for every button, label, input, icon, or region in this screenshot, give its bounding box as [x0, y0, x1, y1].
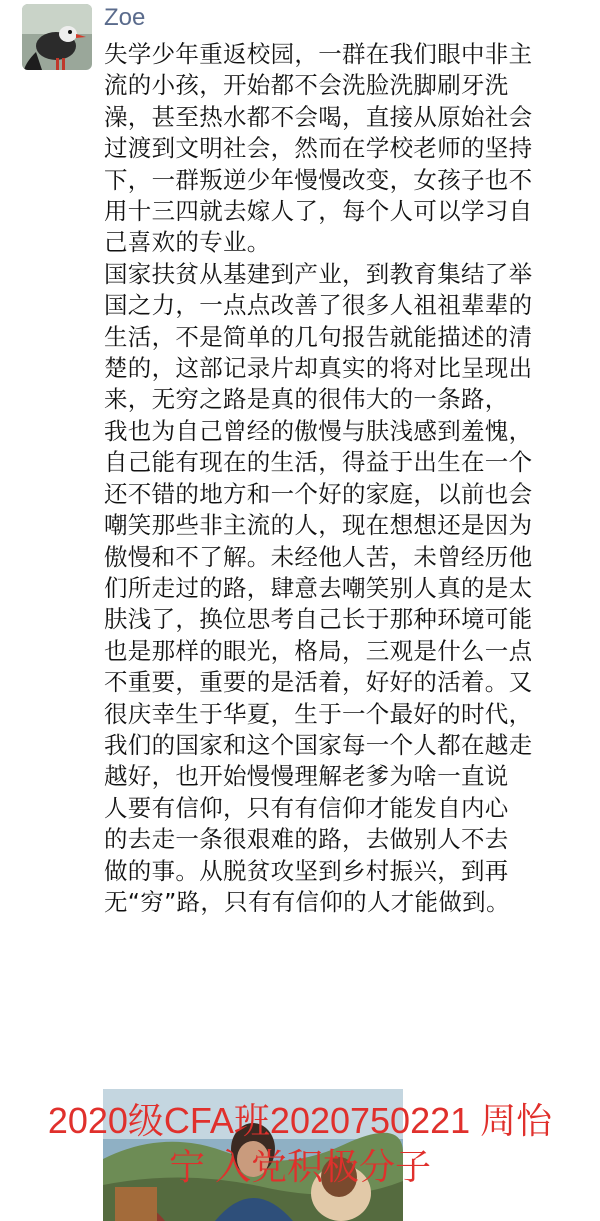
post-paragraph-1: 失学少年重返校园，一群在我们眼中非主 流的小孩，开始都不会洗脸洗脚刷牙洗 澡，甚至热水都不会喝，直接从原始社会 过渡到文明社会，然而在学校老师的坚持 下，一群叛逆少年慢慢改变，女孩子也不 用十三四就去嫁人了，每个人可以学习自 己喜欢的专业。	[104, 40, 533, 257]
username[interactable]: Zoe	[104, 4, 146, 31]
avatar[interactable]	[22, 4, 92, 70]
post-text	[104, 39, 566, 918]
post-paragraph-2: 国家扶贫从基建到产业，到教育集结了举 国之力，一点点改善了很多人祖祖辈辈的 生活，不是简单的几句报告就能描述的清 楚的，这部记录片却真实的将对比呈现出 来，无穷之路是真的很伟大的一条路，	[104, 259, 533, 414]
avatar-bird-image	[22, 4, 92, 70]
post-paragraph-3: 我也为自己曾经的傲慢与肤浅感到羞愧， 自己能有现在的生活，得益于出生在一个 还不错的地方和一个好的家庭，以前也会 嘲笑那些非主流的人，现在想想还是因为 傲慢和不了解。未经他人苦，未曾经历他 们所走过的路，肆意去嘲笑别人真的是太 肤浅了，换位思考自己长于那种环境可能 也是那样的眼光，格局，三观是什么一点 不重要，重要的是活着，好好的活着。又 很庆幸生于华夏，生于一个最好的时代， 我们的国家和这个国家每一个人都在越走 越好，也开始慢慢理解老爹为啥一直说 人要有信仰，只有有信仰才能发自内心 的去走一条很艰难的路，去做别人不去 做的事。从脱贫攻坚到乡村振兴，到再 无“穷”路，只有有信仰的人才能做到。	[104, 416, 533, 916]
watermark-text: 2020级CFA班2020750221 周怡 宁 入党积极分子	[47, 1100, 553, 1187]
